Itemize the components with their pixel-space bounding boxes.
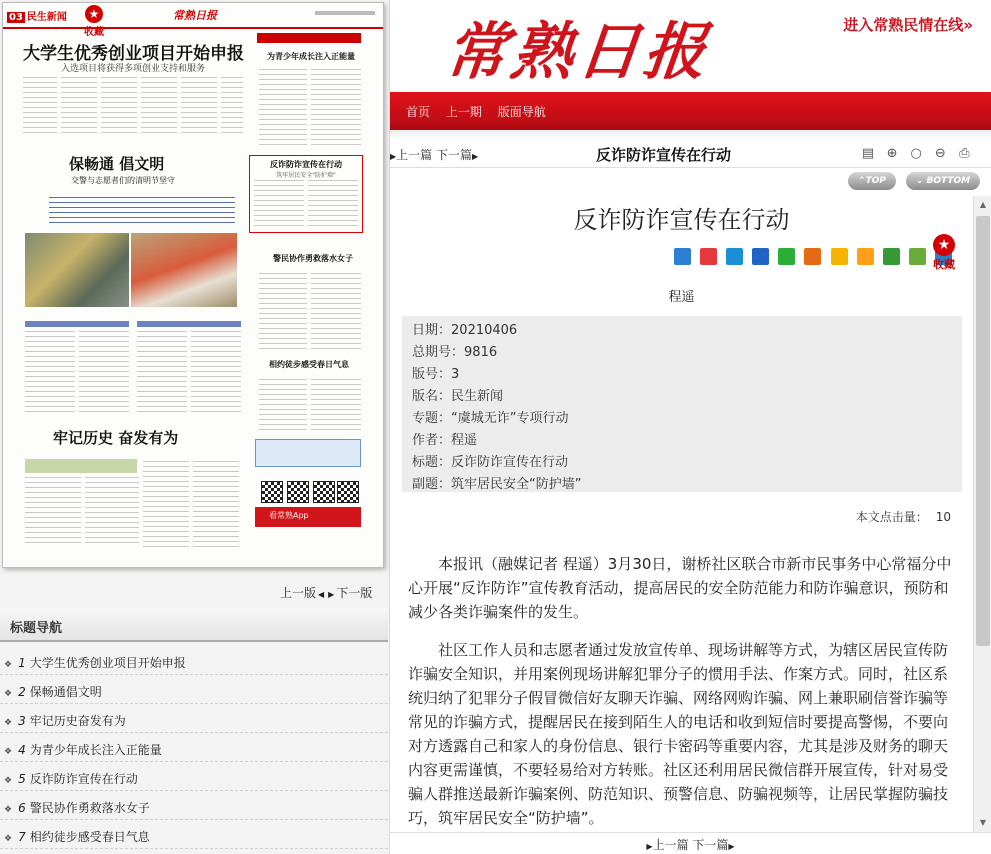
meta-sep: ：	[438, 455, 452, 470]
chevron-right-icon: ▶	[472, 152, 479, 161]
thumb-divider	[137, 321, 241, 327]
renren-icon[interactable]	[752, 248, 769, 265]
nav-item-number: 7	[18, 830, 26, 844]
thumb-text-block	[259, 69, 307, 149]
thumb-text-block	[308, 180, 358, 230]
meta-sep: ：	[438, 389, 452, 404]
meta-sep: ：	[451, 345, 465, 360]
meta-value: 3	[451, 367, 460, 382]
wechat-icon[interactable]	[778, 248, 795, 265]
top-label: TOP	[865, 176, 886, 186]
nav-item-label: 大学生优秀创业项目开始申报	[29, 656, 186, 670]
meta-key: 总期号	[412, 345, 452, 360]
portal-link-label: 进入常熟民情在线	[843, 16, 964, 34]
qr-code-icon	[287, 481, 309, 503]
meta-row	[412, 386, 962, 408]
scroll-down-arrow-icon[interactable]: ▼	[979, 818, 987, 827]
thumb-favorite-label: 收藏	[84, 27, 104, 38]
thumb-headline[interactable]: 大学生优秀创业项目开始申报	[23, 44, 244, 64]
meta-row	[412, 408, 962, 430]
next-page-link[interactable]: 下一版	[336, 586, 373, 600]
thumb-text-block	[79, 331, 129, 413]
click-count-value: 10	[935, 510, 951, 524]
scroll-top-button[interactable]	[848, 172, 896, 190]
thumb-divider	[25, 321, 129, 327]
meta-row	[412, 342, 962, 364]
thumb-text-block	[101, 77, 137, 135]
zoom-out-icon[interactable]: ⊖	[934, 146, 946, 161]
favorite-label: 收藏	[933, 258, 955, 271]
meta-value: “虞城无诈”专项行动	[451, 411, 569, 426]
portal-link[interactable]	[843, 14, 973, 35]
thumb-text-block	[143, 461, 189, 547]
star-icon: ★	[85, 5, 103, 23]
page-name: 民生新闻	[26, 12, 67, 23]
thumb-app-ad: 看常熟App	[255, 507, 361, 527]
nav-item[interactable]	[0, 646, 388, 675]
nav-item[interactable]	[0, 704, 388, 733]
menu-home[interactable]: 首页	[406, 105, 431, 119]
diamond-icon: ❖	[4, 805, 13, 815]
nav-item-number: 5	[18, 772, 26, 786]
thumb-highlight-subtitle: 筑牢居民安全"防护墙"	[276, 172, 336, 179]
bottom-label: BOTTOM	[926, 176, 971, 186]
qr-code-icon	[337, 481, 359, 503]
chevron-right-icon: ▶	[728, 842, 735, 851]
thumb-text-block	[23, 77, 57, 135]
qzone-icon[interactable]	[831, 248, 848, 265]
article-paragraph: 社区工作人员和志愿者通过发放宣传单、现场讲解等方式，为辖区居民宣传防诈骗安全知识，并用案例现场讲解犯罪分子的惯用手法、作案方式。同时，社区系统归纳了犯罪分子假冒微信好友聊天诈骗、网络网购诈骗、网上兼职刷信誉诈骗等常见的诈骗方式，提醒居民在接到陌生人的电话和收到短信时要提高警惕，不要向对方透露自己和家人的身份信息、银行卡密码等重要内容，尤其是涉及财务的聊天内容更需谨慎，不要轻易给对方转账。社区还利用居民微信群开展宣传，针对易受骗人群推送最新诈骗案例、防范知识、预警信息、防骗视频等，让居民掌握防骗技巧，筑牢居民安全“防护墙”。	[408, 641, 949, 827]
tqq-icon[interactable]	[726, 248, 743, 265]
thumb-block-title[interactable]: 保畅通 倡文明	[69, 155, 165, 173]
sohu-icon[interactable]	[909, 248, 926, 265]
view-tools	[860, 142, 975, 162]
nav-item-number: 3	[18, 714, 26, 728]
article-body	[408, 552, 960, 832]
page-pager	[280, 584, 372, 601]
scroll-bottom-button[interactable]	[906, 172, 980, 190]
nav-item-label: 反诈防诈宣传在行动	[29, 772, 138, 786]
article-scrollbar[interactable]	[973, 196, 991, 832]
diamond-icon: ❖	[4, 718, 13, 728]
favorite-button[interactable]	[930, 234, 958, 272]
share-buttons	[674, 246, 956, 265]
menu-shadow	[390, 130, 991, 140]
article-meta	[402, 316, 962, 492]
chevron-down-icon: ⌄	[915, 176, 924, 186]
meta-key: 日期	[412, 323, 439, 338]
meta-value: 20210406	[451, 323, 518, 338]
nav-item-number: 4	[18, 743, 26, 757]
diamond-icon: ❖	[4, 776, 13, 786]
article-toolbar	[390, 140, 991, 168]
diamond-icon: ❖	[4, 747, 13, 757]
meta-key: 版名	[412, 389, 439, 404]
double-chevron-right-icon: »	[963, 16, 973, 34]
toolbar-article-title: 反诈防诈宣传在行动	[596, 146, 732, 164]
nav-item[interactable]	[0, 733, 388, 762]
main-menu-bar	[390, 92, 991, 130]
title-nav-list	[0, 646, 388, 849]
meta-value: 反诈防诈宣传在行动	[451, 455, 569, 470]
meta-row	[412, 430, 962, 452]
thumb-divider	[257, 33, 361, 43]
chevron-right-icon: ▶	[390, 152, 397, 161]
thumb-text-block	[311, 273, 361, 353]
thumb-text-block	[61, 77, 97, 135]
thumb-block-sub: 交警与志愿者们的清明节坚守	[71, 176, 175, 185]
meta-sep: ：	[438, 411, 452, 426]
meta-value: 9816	[464, 345, 498, 360]
diamond-icon: ❖	[4, 834, 13, 844]
prev-article-link[interactable]: 上一篇	[396, 148, 433, 162]
page-number-badge: 03	[9, 12, 23, 23]
nav-item[interactable]	[0, 762, 388, 791]
scroll-up-arrow-icon[interactable]: ▲	[979, 200, 987, 209]
thumb-photo	[131, 233, 237, 307]
article-title: 反诈防诈宣传在行动	[573, 206, 790, 234]
thumb-text-block	[85, 477, 139, 547]
meta-key: 标题	[412, 455, 439, 470]
nav-item-label: 牢记历史奋发有为	[29, 714, 126, 728]
thumb-text-block	[259, 273, 307, 353]
thumb-side-title[interactable]: 为青少年成长注入正能量	[267, 52, 355, 61]
star-icon: ★	[933, 234, 955, 256]
thumb-highlight-title: 反诈防诈宣传在行动	[270, 160, 342, 169]
meta-sep: ：	[438, 477, 452, 492]
thumb-brand: 常熟日报	[173, 9, 217, 22]
meta-key: 版号	[412, 367, 439, 382]
nav-item-number: 2	[18, 685, 26, 699]
thumb-block-title[interactable]: 牢记历史 奋发有为	[53, 429, 179, 447]
thumb-text-block	[181, 77, 217, 135]
thumb-text-block	[259, 379, 307, 433]
chevron-right-icon: ▶	[646, 842, 653, 851]
nav-item-label: 警民协作勇救落水女子	[29, 801, 150, 815]
qr-code-icon	[261, 481, 283, 503]
thumb-text-block	[311, 379, 361, 433]
thumb-side-title[interactable]: 相约徒步感受春日气息	[269, 360, 349, 369]
thumb-photo	[25, 233, 129, 307]
thumb-text-block	[137, 331, 187, 413]
meta-row	[412, 452, 962, 474]
thumb-text-block	[311, 69, 361, 149]
weibo-icon[interactable]	[700, 248, 717, 265]
meta-key: 作者	[412, 433, 439, 448]
diamond-icon: ❖	[4, 660, 13, 670]
site-header	[390, 0, 991, 90]
article-paragraph: 本报讯（融媒记者 程遥）3月30日，谢桥社区联合市新市民事务中心常福分中心开展“反诈防诈”宣传教育活动，提高居民的安全防范能力和防诈骗意识，预防和减少各类诈骗案件的发生。	[408, 555, 952, 621]
bottom-prevnext	[390, 832, 991, 854]
zoom-in-icon[interactable]: ⊕	[886, 146, 898, 161]
bottom-prev-article-link[interactable]: 上一篇	[652, 838, 689, 852]
toutiao-icon[interactable]	[804, 248, 821, 265]
nav-item[interactable]	[0, 675, 388, 704]
thumb-highlighted-article[interactable]	[249, 155, 363, 233]
nav-item-number: 6	[18, 801, 26, 815]
chevron-up-icon: ⌃	[858, 176, 866, 186]
meta-sep: ：	[438, 433, 452, 448]
nav-item[interactable]	[0, 820, 388, 849]
page-label	[7, 8, 67, 23]
prev-page-link[interactable]: 上一版	[280, 586, 317, 600]
notes-icon[interactable]: ▤	[861, 146, 875, 161]
meta-value: 筑牢居民安全“防护墙”	[451, 477, 582, 492]
chevron-right-icon: ▶	[328, 590, 335, 599]
thumb-date-strip	[315, 11, 375, 15]
nav-item[interactable]	[0, 791, 388, 820]
print-icon[interactable]: ⎙	[959, 146, 970, 161]
meta-sep: ：	[438, 323, 452, 338]
nav-item-label: 为青少年成长注入正能量	[29, 743, 162, 757]
thumb-text-block	[141, 77, 177, 135]
next-article-link[interactable]: 下一篇	[436, 148, 473, 162]
click-count	[856, 508, 951, 525]
meta-sep: ：	[438, 367, 452, 382]
kaixin-icon[interactable]	[857, 248, 874, 265]
menu-prev-issue[interactable]: 上一期	[445, 105, 482, 119]
thumb-text-block	[49, 197, 235, 227]
scrollbar-thumb[interactable]	[976, 216, 990, 646]
douban-icon[interactable]	[883, 248, 900, 265]
click-count-label: 本文点击量：	[855, 510, 928, 524]
meta-key: 副题	[412, 477, 439, 492]
thumb-text-block	[193, 461, 239, 547]
left-panel	[0, 0, 390, 854]
meta-value: 民生新闻	[451, 389, 504, 404]
thumb-subhead: 入选项目将获得多项创业支持和服务	[61, 64, 206, 74]
meta-row	[412, 364, 962, 386]
right-panel	[390, 0, 991, 854]
thumb-side-title[interactable]: 警民协作勇救落水女子	[273, 254, 353, 263]
plus-share-icon[interactable]	[674, 248, 691, 265]
meta-value: 程遥	[451, 433, 478, 448]
main-menu	[406, 103, 558, 120]
thumb-text-block	[221, 77, 243, 135]
thumb-text-block	[191, 331, 241, 413]
menu-page-nav[interactable]: 版面导航	[497, 105, 546, 119]
diamond-icon: ❖	[4, 689, 13, 699]
qr-code-icon	[313, 481, 335, 503]
newspaper-page-thumbnail[interactable]	[2, 2, 384, 568]
article-author: 程遥	[668, 290, 695, 305]
article-content[interactable]	[390, 196, 973, 832]
site-logo[interactable]: 常熟日报	[441, 15, 714, 88]
nav-item-label: 相约徒步感受春日气息	[29, 830, 150, 844]
article-prevnext	[390, 146, 478, 163]
thumb-text-block	[254, 180, 304, 230]
page-header-strip	[3, 3, 383, 38]
thumb-text-block	[25, 331, 75, 413]
nav-item-label: 保畅通倡文明	[29, 685, 102, 699]
thumb-illustration	[25, 459, 137, 473]
zoom-reset-icon[interactable]: ○	[910, 146, 922, 161]
chevron-left-icon: ◀	[318, 590, 325, 599]
thumb-text-block	[25, 477, 81, 547]
thumb-favorite-button[interactable]	[81, 5, 107, 38]
nav-item-number: 1	[18, 656, 26, 670]
meta-key: 专题	[412, 411, 439, 426]
thumb-ad-box	[255, 439, 361, 467]
meta-row	[412, 474, 962, 496]
title-nav-header: 标题导航	[0, 608, 388, 642]
meta-row	[412, 320, 962, 342]
bottom-next-article-link[interactable]: 下一篇	[692, 838, 729, 852]
